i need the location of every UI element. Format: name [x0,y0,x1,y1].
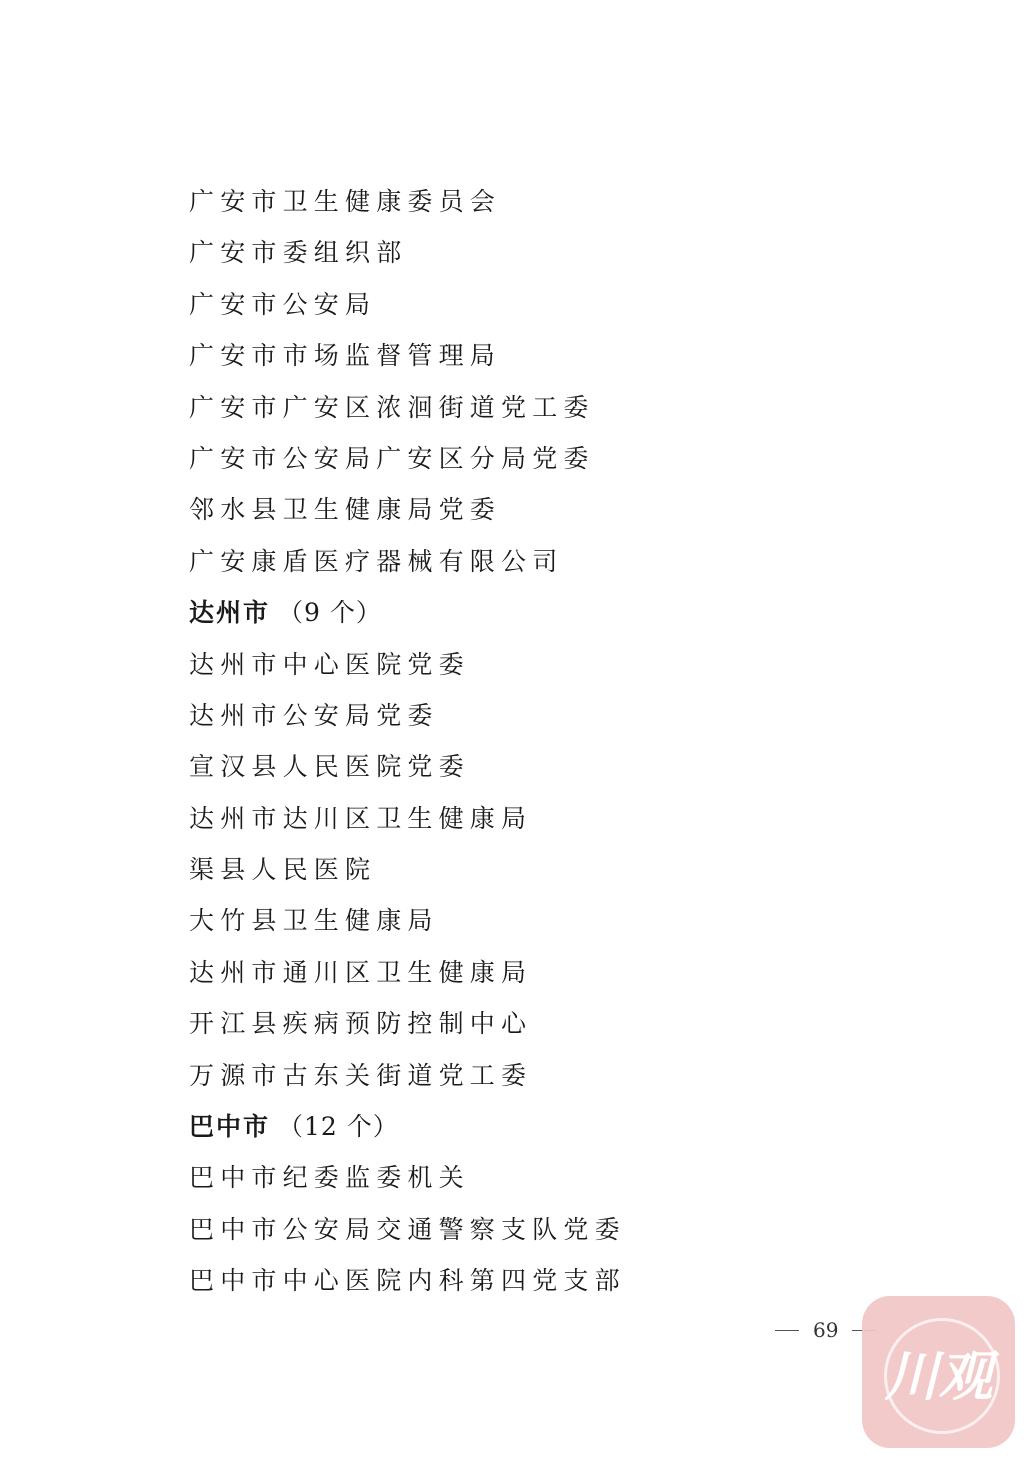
list-item: 万源市古东关街道党工委 [189,1060,533,1090]
organization-list [189,176,829,1307]
list-item: 广安市市场监督管理局 [189,341,502,371]
list-item: 达州市中心医院党委 [189,649,470,679]
city-name: 巴中市 [189,1112,271,1142]
watermark-logo [862,1296,1015,1448]
list-item: 达州市达川区卫生健康局 [189,803,533,833]
list-item: 巴中市纪委监委机关 [189,1163,470,1193]
list-item: 渠县人民医院 [189,855,377,885]
city-name: 达州市 [189,598,271,628]
list-item: 广安市公安局广安区分局党委 [189,443,595,473]
watermark-text: 川观 [884,1344,993,1408]
dash-left [775,1330,799,1331]
list-item: 达州市公安局党委 [189,700,439,730]
list-item: 大竹县卫生健康局 [189,906,439,936]
list-item: 广安市委组织部 [189,238,408,268]
list-item: 达州市通川区卫生健康局 [189,957,533,987]
city-count: （12 个） [278,1112,399,1142]
list-item: 广安康盾医疗器械有限公司 [189,546,564,576]
list-item: 巴中市中心医院内科第四党支部 [189,1266,626,1296]
list-item: 广安市卫生健康委员会 [189,187,502,216]
list-item: 广安市广安区浓洄街道党工委 [189,392,595,422]
city-heading [189,1101,829,1152]
list-item: 邻水县卫生健康局党委 [189,495,502,525]
page-number: 69 [813,1318,839,1342]
city-count: （9 个） [278,598,382,628]
list-item: 开江县疾病预防控制中心 [189,1009,533,1039]
list-item: 广安市公安局 [189,289,377,319]
list-item: 宣汉县人民医院党委 [189,752,470,782]
list-item: 巴中市公安局交通警察支队党委 [189,1214,626,1244]
city-heading [189,587,829,638]
